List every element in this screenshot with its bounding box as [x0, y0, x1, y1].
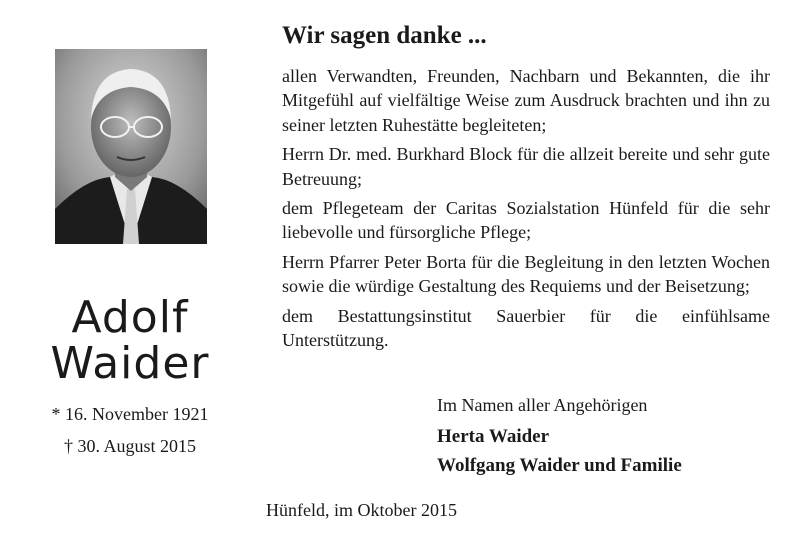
- place-and-date: Hünfeld, im Oktober 2015: [266, 500, 457, 520]
- signer-name: Herta Waider: [437, 426, 550, 447]
- thanks-paragraph: Herrn Pfarrer Peter Borta für die Begleitung in den letzten Wochen sowie die würdige Gestaltung des Requiems und der Beisetzung;: [282, 251, 770, 297]
- thanks-paragraph: Herrn Dr. med. Burkhard Block für die allzeit bereite und sehr gute Betreuung;: [282, 144, 770, 189]
- birth-date: * 16. November 1921: [51, 404, 209, 424]
- thanks-paragraph: allen Verwandten, Freunden, Nachbarn und Bekannten, die ihr Mitgefühl auf vielfältige Weise zum Ausdruck brachten und ihn zu seiner letzten Ruhestätte begleiteten;: [282, 66, 770, 135]
- thanks-body: [282, 64, 770, 357]
- thanks-paragraph: dem Bestattungsinstitut Sauerbier für die einfühlsame Unterstützung.: [282, 305, 770, 351]
- deceased-last-name: Waider: [50, 338, 210, 389]
- deceased-first-name: Adolf: [71, 292, 189, 343]
- portrait-photo: [55, 49, 207, 244]
- thanks-paragraph: dem Pflegeteam der Caritas Sozialstation Hünfeld für die sehr liebevolle und fürsorgliche Pflege;: [282, 198, 770, 243]
- death-date: † 30. August 2015: [63, 436, 196, 456]
- on-behalf-text: Im Namen aller Angehörigen: [437, 395, 648, 415]
- signer-name: Wolfgang Waider und Familie: [437, 455, 682, 476]
- thanks-heading: Wir sagen danke ...: [282, 22, 487, 49]
